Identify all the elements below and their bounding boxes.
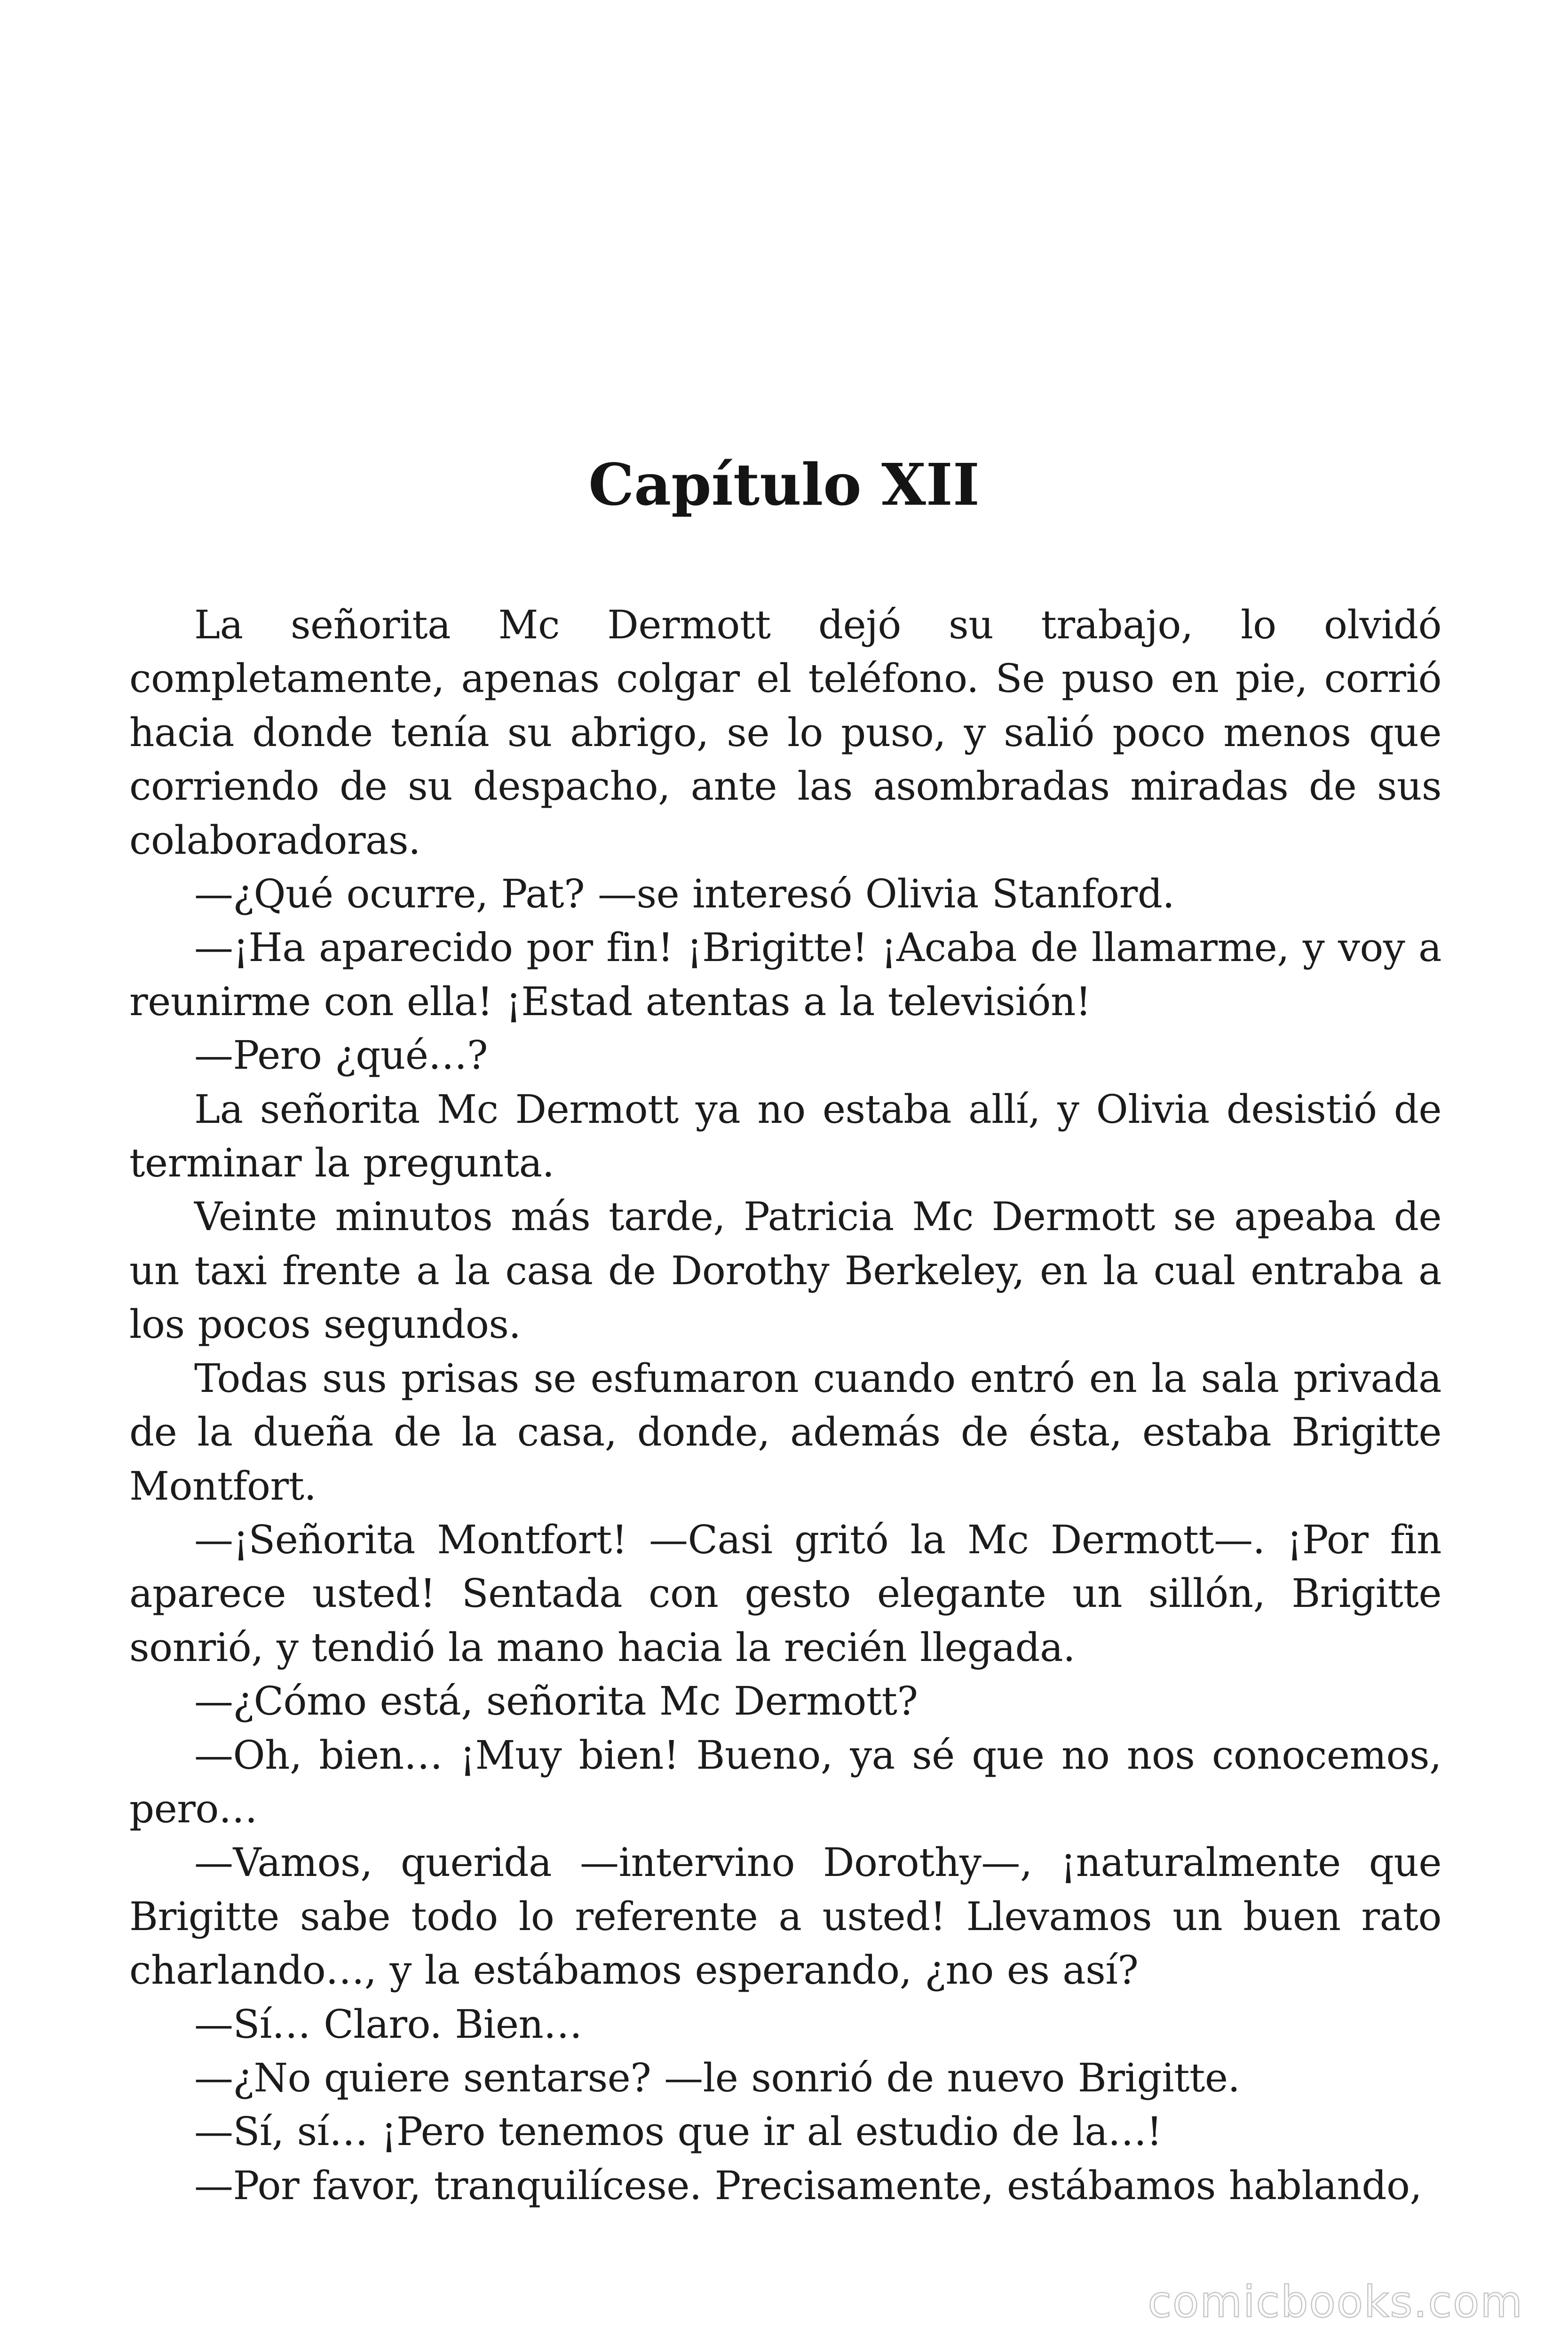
paragraph: —¡Señorita Montfort! —Casi gritó la Mc Dermott—. ¡Por fin aparece usted! Sentada con gesto elegante un sillón, Brigitte sonrió, y tendió la mano hacia la recién llegada. <box>129 1517 1441 1670</box>
paragraph: Veinte minutos más tarde, Patricia Mc Dermott se apeaba de un taxi frente a la casa de Dorothy Berkeley, en la cual entraba a los pocos segundos. <box>129 1194 1441 1348</box>
watermark: comicbooks.com <box>1148 2277 1523 2327</box>
paragraph: —Pero ¿qué…? <box>194 1033 488 1079</box>
chapter-body <box>129 598 1441 2213</box>
paragraph: —Por favor, tranquilícese. Precisamente, estábamos hablando, <box>194 2162 1422 2209</box>
paragraph: —¡Ha aparecido por fin! ¡Brigitte! ¡Acaba de llamarme, y voy a reunirme con ella! ¡Estad atentas a la televisión! <box>129 925 1441 1025</box>
paragraph: Todas sus prisas se esfumaron cuando entró en la sala privada de la dueña de la casa, donde, además de ésta, estaba Brigitte Montfort. <box>129 1355 1441 1509</box>
paragraph: —Sí… Claro. Bien… <box>194 2001 582 2047</box>
chapter-title: Capítulo XII <box>588 451 980 518</box>
paragraph: —¿Qué ocurre, Pat? —se interesó Olivia Stanford. <box>194 871 1175 917</box>
paragraph: —¿Cómo está, señorita Mc Dermott? <box>194 1678 918 1724</box>
paragraph: —Vamos, querida —intervino Dorothy—, ¡naturalmente que Brigitte sabe todo lo referente a usted! Llevamos un buen rato charlando…, y la estábamos esperando, ¿no es así? <box>129 1840 1441 1994</box>
paragraph: —Oh, bien… ¡Muy bien! Bueno, ya sé que no nos conocemos, pero… <box>129 1732 1441 1832</box>
paragraph: La señorita Mc Dermott ya no estaba allí, y Olivia desistió de terminar la pregunta. <box>129 1086 1441 1186</box>
paragraph: —Sí, sí… ¡Pero tenemos que ir al estudio de la…! <box>194 2109 1162 2155</box>
paragraph: La señorita Mc Dermott dejó su trabajo, lo olvidó completamente, apenas colgar el teléfono. Se puso en pie, corrió hacia donde tenía su abrigo, se lo puso, y salió poco menos que corriendo de su despacho, ante las asombradas miradas de sus colaboradoras. <box>129 602 1441 863</box>
paragraph: —¿No quiere sentarse? —le sonrió de nuevo Brigitte. <box>194 2055 1240 2101</box>
